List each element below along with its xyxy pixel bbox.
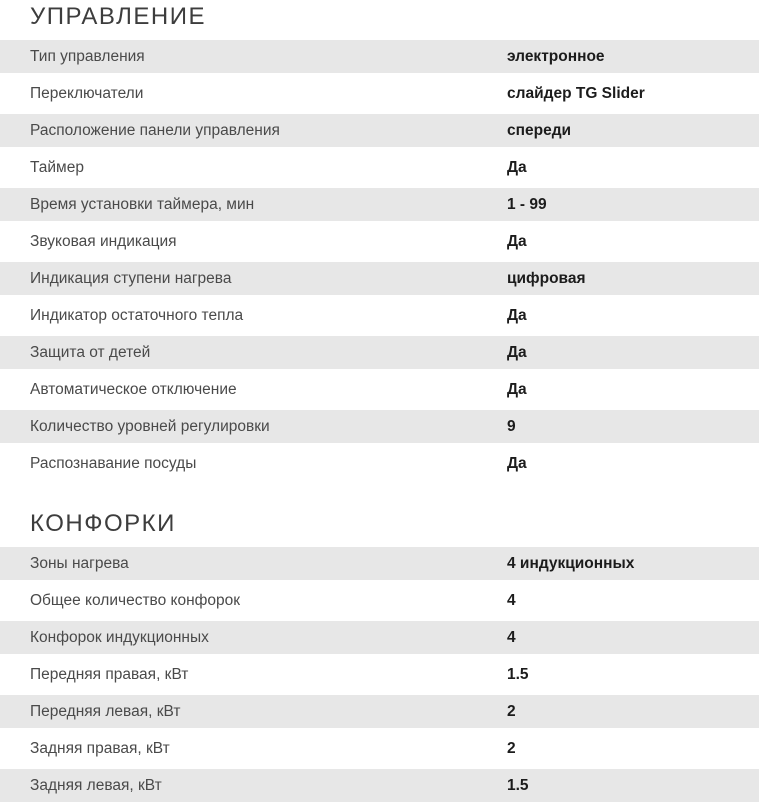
spec-row bbox=[0, 225, 759, 258]
spec-row-label: Защита от детей bbox=[30, 343, 151, 361]
spec-row-label: Время установки таймера, мин bbox=[30, 195, 255, 213]
spec-row-label: Конфорок индукционных bbox=[30, 628, 209, 646]
spec-row-label: Передняя левая, кВт bbox=[30, 702, 181, 720]
spec-row bbox=[0, 299, 759, 332]
spec-row-label: Задняя левая, кВт bbox=[30, 776, 162, 794]
spec-row-label: Расположение панели управления bbox=[30, 121, 280, 139]
spec-row-value: Да bbox=[507, 306, 527, 324]
spec-row bbox=[0, 695, 759, 728]
spec-row-value: 2 bbox=[507, 739, 516, 757]
spec-row bbox=[0, 188, 759, 221]
spec-row-value: Да bbox=[507, 343, 527, 361]
spec-row-value: 1 - 99 bbox=[507, 195, 547, 213]
spec-row-label: Задняя правая, кВт bbox=[30, 739, 170, 757]
spec-row bbox=[0, 584, 759, 617]
spec-row-label: Звуковая индикация bbox=[30, 232, 177, 250]
spec-row bbox=[0, 732, 759, 765]
spec-row bbox=[0, 77, 759, 110]
spec-row-value: 9 bbox=[507, 417, 516, 435]
spec-row-value: 4 bbox=[507, 628, 516, 646]
spec-row bbox=[0, 40, 759, 73]
spec-row-value: Да bbox=[507, 232, 527, 250]
spec-row bbox=[0, 547, 759, 580]
spec-row bbox=[0, 621, 759, 654]
spec-row bbox=[0, 658, 759, 691]
spec-row bbox=[0, 447, 759, 480]
spec-row-value: Да bbox=[507, 380, 527, 398]
spec-row-value: Да bbox=[507, 158, 527, 176]
spec-row-label: Тип управления bbox=[30, 47, 145, 65]
spec-row-label: Таймер bbox=[30, 158, 84, 176]
spec-row-value: 4 индукционных bbox=[507, 554, 635, 572]
spec-row-label: Переключатели bbox=[30, 84, 144, 102]
spec-row-label: Количество уровней регулировки bbox=[30, 417, 270, 435]
spec-row-value: 4 bbox=[507, 591, 516, 609]
spec-row bbox=[0, 262, 759, 295]
spec-row-label: Автоматическое отключение bbox=[30, 380, 237, 398]
spec-row-value: 1.5 bbox=[507, 665, 529, 683]
spec-section bbox=[0, 3, 759, 480]
spec-row-value: слайдер TG Slider bbox=[507, 84, 645, 102]
spec-row-value: цифровая bbox=[507, 269, 586, 287]
spec-row bbox=[0, 151, 759, 184]
spec-row-value: спереди bbox=[507, 121, 572, 139]
spec-row-value: Да bbox=[507, 454, 527, 472]
spec-row bbox=[0, 336, 759, 369]
spec-row bbox=[0, 373, 759, 406]
section-title: КОНФОРКИ bbox=[30, 510, 176, 537]
spec-row-label: Индикатор остаточного тепла bbox=[30, 306, 244, 324]
spec-row-value: 1.5 bbox=[507, 776, 529, 794]
spec-row bbox=[0, 114, 759, 147]
spec-row-label: Индикация ступени нагрева bbox=[30, 269, 232, 287]
section-title: УПРАВЛЕНИЕ bbox=[30, 3, 206, 30]
spec-row-label: Передняя правая, кВт bbox=[30, 665, 189, 683]
spec-row bbox=[0, 769, 759, 802]
spec-row-value: электронное bbox=[507, 47, 605, 65]
spec-section bbox=[0, 510, 759, 802]
spec-row-label: Общее количество конфорок bbox=[30, 591, 241, 609]
spec-row-value: 2 bbox=[507, 702, 516, 720]
spec-row bbox=[0, 410, 759, 443]
spec-row-label: Распознавание посуды bbox=[30, 454, 197, 472]
spec-row-label: Зоны нагрева bbox=[30, 554, 129, 572]
